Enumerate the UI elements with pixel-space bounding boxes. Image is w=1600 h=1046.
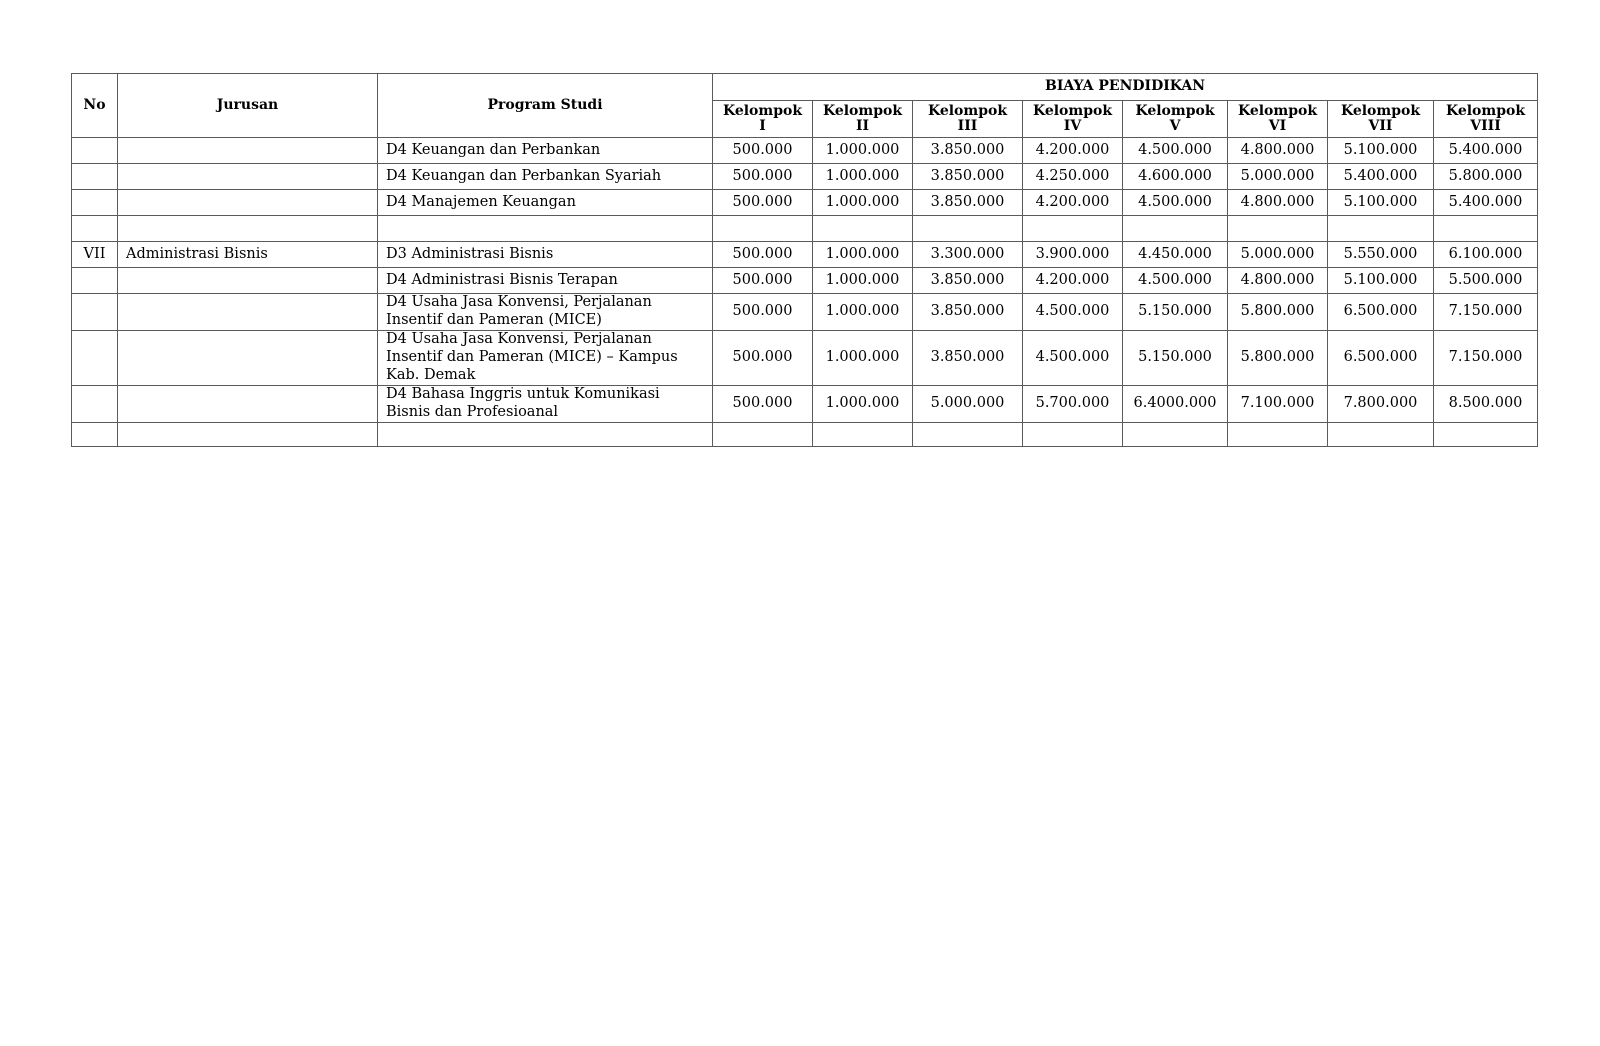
cell-fee: 4.200.000 xyxy=(1023,268,1123,294)
header-jurusan: Jurusan xyxy=(118,74,378,138)
cell-jurusan xyxy=(118,294,378,331)
header-kelompok-numeral: VIII xyxy=(1470,118,1501,134)
cell-fee xyxy=(1023,423,1123,447)
cell-fee xyxy=(913,423,1023,447)
cell-fee: 4.800.000 xyxy=(1228,138,1328,164)
table-row xyxy=(72,423,1538,447)
cell-fee: 3.850.000 xyxy=(913,164,1023,190)
header-kelompok-word: Kelompok xyxy=(722,103,803,120)
table-row xyxy=(72,138,1538,164)
cell-fee: 500.000 xyxy=(713,294,813,331)
header-kelompok xyxy=(1328,101,1434,138)
cell-fee: 7.800.000 xyxy=(1328,386,1434,423)
cell-fee: 1.000.000 xyxy=(813,242,913,268)
cell-fee: 4.200.000 xyxy=(1023,190,1123,216)
cell-jurusan xyxy=(118,216,378,242)
cell-no xyxy=(72,386,118,423)
cell-fee xyxy=(813,216,913,242)
cell-jurusan xyxy=(118,331,378,386)
cell-fee: 4.800.000 xyxy=(1228,268,1328,294)
cell-no xyxy=(72,138,118,164)
header-kelompok-word: Kelompok xyxy=(1237,103,1318,120)
cell-fee: 5.100.000 xyxy=(1328,268,1434,294)
header-kelompok-numeral: I xyxy=(759,118,766,134)
cell-program-studi: D4 Administrasi Bisnis Terapan xyxy=(378,268,713,294)
cell-no: VII xyxy=(72,242,118,268)
cell-jurusan xyxy=(118,138,378,164)
cell-fee: 4.800.000 xyxy=(1228,190,1328,216)
cell-fee: 4.500.000 xyxy=(1123,190,1228,216)
cell-fee: 5.400.000 xyxy=(1434,138,1538,164)
table-row xyxy=(72,331,1538,386)
header-kelompok xyxy=(1023,101,1123,138)
cell-fee: 1.000.000 xyxy=(813,190,913,216)
cell-program-studi: D3 Administrasi Bisnis xyxy=(378,242,713,268)
cell-fee xyxy=(913,216,1023,242)
cell-fee: 500.000 xyxy=(713,190,813,216)
cell-jurusan xyxy=(118,386,378,423)
cell-fee xyxy=(1434,423,1538,447)
header-kelompok-numeral: III xyxy=(957,118,978,134)
header-no: No xyxy=(72,74,118,138)
header-kelompok-word: Kelompok xyxy=(1135,103,1215,120)
table-row xyxy=(72,190,1538,216)
header-kelompok-numeral: VII xyxy=(1368,118,1393,134)
cell-no xyxy=(72,164,118,190)
header-kelompok xyxy=(1434,101,1538,138)
cell-fee: 1.000.000 xyxy=(813,138,913,164)
cell-fee: 4.600.000 xyxy=(1123,164,1228,190)
cell-fee: 6.100.000 xyxy=(1434,242,1538,268)
cell-jurusan: Administrasi Bisnis xyxy=(118,242,378,268)
cell-program-studi: D4 Manajemen Keuangan xyxy=(378,190,713,216)
header-kelompok-word: Kelompok xyxy=(822,103,903,120)
cell-fee xyxy=(713,423,813,447)
cell-fee: 4.250.000 xyxy=(1023,164,1123,190)
cell-jurusan xyxy=(118,423,378,447)
cell-fee: 4.500.000 xyxy=(1023,294,1123,331)
cell-program-studi: D4 Usaha Jasa Konvensi, Perjalanan Insentif dan Pameran (MICE) xyxy=(378,294,713,331)
cell-program-studi xyxy=(378,423,713,447)
cell-fee xyxy=(813,423,913,447)
cell-fee: 8.500.000 xyxy=(1434,386,1538,423)
header-kelompok-numeral: IV xyxy=(1063,118,1082,134)
table-row xyxy=(72,216,1538,242)
cell-jurusan xyxy=(118,268,378,294)
cell-fee: 5.500.000 xyxy=(1434,268,1538,294)
cell-no xyxy=(72,216,118,242)
cell-no xyxy=(72,294,118,331)
cell-fee: 3.850.000 xyxy=(913,268,1023,294)
cell-fee: 5.100.000 xyxy=(1328,190,1434,216)
cell-fee: 5.000.000 xyxy=(1228,242,1328,268)
cell-fee: 5.400.000 xyxy=(1434,190,1538,216)
cell-fee: 5.700.000 xyxy=(1023,386,1123,423)
cell-fee: 3.300.000 xyxy=(913,242,1023,268)
cell-fee: 7.100.000 xyxy=(1228,386,1328,423)
table-row xyxy=(72,242,1538,268)
cell-fee: 6.4000.000 xyxy=(1123,386,1228,423)
cell-fee: 5.000.000 xyxy=(913,386,1023,423)
cell-program-studi xyxy=(378,216,713,242)
cell-fee: 5.800.000 xyxy=(1434,164,1538,190)
cell-fee: 3.900.000 xyxy=(1023,242,1123,268)
cell-fee: 6.500.000 xyxy=(1328,331,1434,386)
cell-program-studi: D4 Keuangan dan Perbankan xyxy=(378,138,713,164)
cell-fee xyxy=(713,216,813,242)
header-biaya-pendidikan: BIAYA PENDIDIKAN xyxy=(713,74,1538,101)
header-row-top xyxy=(72,74,1538,101)
cell-fee: 5.100.000 xyxy=(1328,138,1434,164)
cell-fee: 5.800.000 xyxy=(1228,294,1328,331)
cell-fee: 4.500.000 xyxy=(1023,331,1123,386)
header-kelompok-word: Kelompok xyxy=(1340,103,1421,120)
cell-jurusan xyxy=(118,190,378,216)
tuition-fee-table xyxy=(71,73,1538,447)
cell-fee xyxy=(1023,216,1123,242)
cell-fee: 7.150.000 xyxy=(1434,294,1538,331)
cell-fee: 500.000 xyxy=(713,164,813,190)
table-row xyxy=(72,294,1538,331)
cell-program-studi: D4 Bahasa Inggris untuk Komunikasi Bisnis dan Profesioanal xyxy=(378,386,713,423)
cell-fee: 6.500.000 xyxy=(1328,294,1434,331)
header-program-studi: Program Studi xyxy=(378,74,713,138)
header-kelompok xyxy=(913,101,1023,138)
cell-fee: 5.150.000 xyxy=(1123,294,1228,331)
cell-no xyxy=(72,268,118,294)
cell-fee: 500.000 xyxy=(713,331,813,386)
cell-fee xyxy=(1123,216,1228,242)
cell-fee: 500.000 xyxy=(713,138,813,164)
cell-fee: 7.150.000 xyxy=(1434,331,1538,386)
header-kelompok-numeral: VI xyxy=(1268,118,1287,134)
header-kelompok-numeral: V xyxy=(1169,118,1181,134)
table-row xyxy=(72,164,1538,190)
header-kelompok xyxy=(1123,101,1228,138)
cell-fee: 1.000.000 xyxy=(813,386,913,423)
cell-fee xyxy=(1434,216,1538,242)
header-kelompok-word: Kelompok xyxy=(1445,103,1526,120)
cell-fee: 1.000.000 xyxy=(813,164,913,190)
cell-fee xyxy=(1228,216,1328,242)
cell-fee: 5.000.000 xyxy=(1228,164,1328,190)
cell-fee xyxy=(1228,423,1328,447)
cell-fee: 3.850.000 xyxy=(913,190,1023,216)
cell-jurusan xyxy=(118,164,378,190)
cell-fee: 3.850.000 xyxy=(913,138,1023,164)
cell-fee: 5.800.000 xyxy=(1228,331,1328,386)
cell-fee xyxy=(1328,216,1434,242)
cell-no xyxy=(72,331,118,386)
cell-fee: 5.400.000 xyxy=(1328,164,1434,190)
cell-program-studi: D4 Keuangan dan Perbankan Syariah xyxy=(378,164,713,190)
cell-fee: 1.000.000 xyxy=(813,294,913,331)
cell-fee: 5.550.000 xyxy=(1328,242,1434,268)
cell-fee: 4.450.000 xyxy=(1123,242,1228,268)
header-kelompok-word: Kelompok xyxy=(1032,103,1113,120)
table-body xyxy=(72,138,1538,447)
cell-fee: 4.500.000 xyxy=(1123,268,1228,294)
cell-fee: 3.850.000 xyxy=(913,331,1023,386)
cell-no xyxy=(72,423,118,447)
header-kelompok xyxy=(1228,101,1328,138)
cell-fee: 500.000 xyxy=(713,386,813,423)
cell-fee xyxy=(1123,423,1228,447)
cell-fee: 1.000.000 xyxy=(813,268,913,294)
cell-fee: 4.500.000 xyxy=(1123,138,1228,164)
table-row xyxy=(72,386,1538,423)
header-kelompok-numeral: II xyxy=(855,118,870,134)
header-kelompok-word: Kelompok xyxy=(927,103,1008,120)
header-kelompok xyxy=(713,101,813,138)
header-kelompok xyxy=(813,101,913,138)
cell-fee: 3.850.000 xyxy=(913,294,1023,331)
cell-fee: 4.200.000 xyxy=(1023,138,1123,164)
cell-fee: 500.000 xyxy=(713,242,813,268)
table-row xyxy=(72,268,1538,294)
cell-fee: 500.000 xyxy=(713,268,813,294)
cell-fee: 1.000.000 xyxy=(813,331,913,386)
cell-fee xyxy=(1328,423,1434,447)
cell-fee: 5.150.000 xyxy=(1123,331,1228,386)
cell-program-studi: D4 Usaha Jasa Konvensi, Perjalanan Insentif dan Pameran (MICE) – Kampus Kab. Demak xyxy=(378,331,713,386)
cell-no xyxy=(72,190,118,216)
